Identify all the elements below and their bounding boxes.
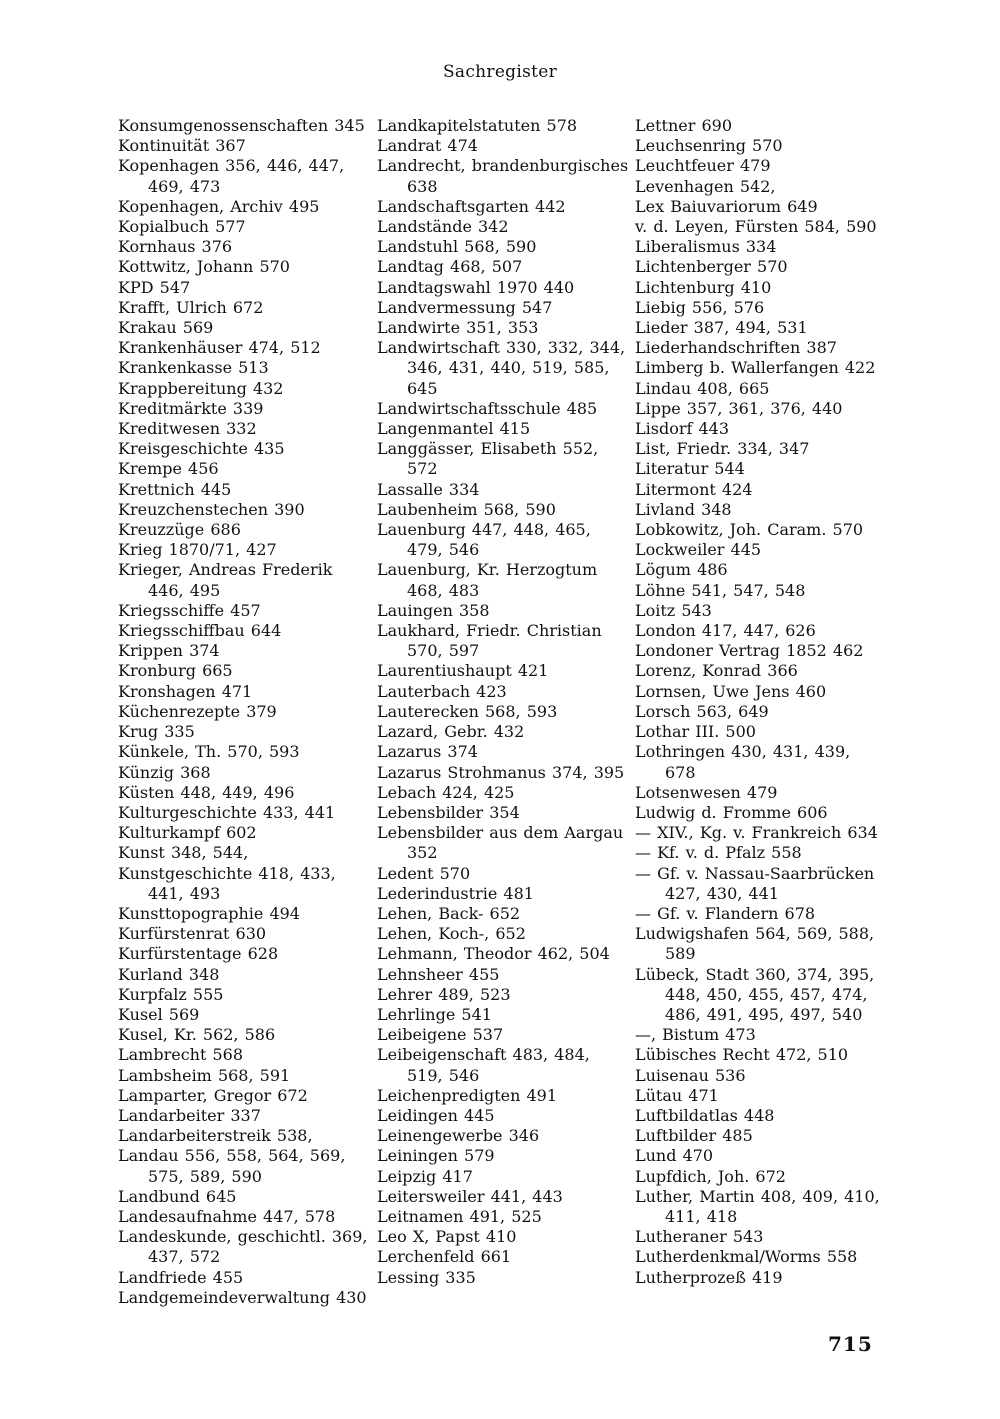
index-entry: Kusel 569: [118, 1004, 200, 1024]
index-entry: Londoner Vertrag 1852 462: [635, 641, 864, 661]
index-entry: Krakau 569: [118, 318, 214, 338]
index-entry: Lazarus 374: [377, 742, 478, 762]
index-entry: Ludwigshafen 564, 569, 588, 589: [635, 924, 875, 964]
index-entry: Landesaufnahme 447, 578: [118, 1206, 336, 1226]
index-entry: Löhne 541, 547, 548: [635, 580, 806, 600]
index-entry: Landarbeiterstreik 538,: [118, 1126, 313, 1146]
index-entry: Lütau 471: [635, 1085, 719, 1105]
index-entry: Krug 335: [118, 722, 195, 742]
index-entry: Landschaftsgarten 442: [377, 196, 566, 216]
index-entry: Kriegsschiffbau 644: [118, 621, 282, 641]
index-entry: Lichtenberger 570: [635, 257, 788, 277]
index-entry: Lögum 486: [635, 560, 728, 580]
index-entry: Leo X, Papst 410: [377, 1227, 517, 1247]
index-entry: Leitnamen 491, 525: [377, 1206, 542, 1226]
index-entry: Kreuzzüge 686: [118, 520, 241, 540]
index-entry: Lessing 335: [377, 1267, 476, 1287]
index-entry: Landfriede 455: [118, 1267, 244, 1287]
index-entry: Livland 348: [635, 499, 732, 519]
index-entry: — Gf. v. Nassau-Saarbrücken 427, 430, 441: [635, 863, 875, 903]
index-entry: Kulturkampf 602: [118, 823, 257, 843]
index-entry: Luftbilder 485: [635, 1126, 753, 1146]
index-entry: Lauterecken 568, 593: [377, 701, 558, 721]
index-entry: Landtag 468, 507: [377, 257, 523, 277]
index-entry: Lerchenfeld 661: [377, 1247, 512, 1267]
index-entry: Krankenkasse 513: [118, 358, 269, 378]
index-entry: Lippe 357, 361, 376, 440: [635, 398, 843, 418]
index-entry: Kunst 348, 544,: [118, 843, 249, 863]
index-entry: Loitz 543: [635, 600, 712, 620]
index-entry: Ledent 570: [377, 863, 471, 883]
index-entry: Kontinuität 367: [118, 136, 246, 156]
index-entry: Konsumgenossenschaften 345: [118, 116, 365, 135]
index-entry: Laukhard, Friedr. Christian 570, 597: [377, 621, 602, 661]
index-entry: Lothringen 430, 431, 439, 678: [635, 742, 851, 782]
index-entry: Liebig 556, 576: [635, 297, 765, 317]
index-entry: KPD 547: [118, 277, 191, 297]
index-entry: Lübeck, Stadt 360, 374, 395, 448, 450, 455, 457, 474, 486, 491, 495, 497, 540: [635, 964, 875, 1024]
index-entry: Landstände 342: [377, 217, 509, 237]
index-entry: Kusel, Kr. 562, 586: [118, 1025, 276, 1045]
index-entry: Lorenz, Konrad 366: [635, 661, 798, 681]
index-entry: Leichenpredigten 491: [377, 1085, 558, 1105]
index-entry: Landwirte 351, 353: [377, 318, 539, 338]
index-entry: Krafft, Ulrich 672: [118, 297, 264, 317]
index-entry: Litermont 424: [635, 479, 753, 499]
index-entry: Literatur 544: [635, 459, 745, 479]
index-entry: Krieg 1870/71, 427: [118, 540, 277, 560]
index-entry: Limberg b. Wallerfangen 422: [635, 358, 876, 378]
index-entry: Landkapitelstatuten 578: [377, 116, 578, 135]
index-entry: Kriegsschiffe 457: [118, 600, 261, 620]
index-entry: Lobkowitz, Joh. Caram. 570: [635, 520, 864, 540]
index-entry: Künkele, Th. 570, 593: [118, 742, 300, 762]
index-entry: Kopenhagen, Archiv 495: [118, 196, 320, 216]
index-entry: Krempe 456: [118, 459, 219, 479]
index-entry: Lehnsheer 455: [377, 964, 500, 984]
index-entry: Leuchsenring 570: [635, 136, 783, 156]
index-entry: Landeskunde, geschichtl. 369, 437, 572: [118, 1227, 368, 1267]
index-entry: Lazard, Gebr. 432: [377, 722, 525, 742]
index-entry: Kurland 348: [118, 964, 220, 984]
index-column-1: [118, 116, 370, 1308]
index-entry: Lehen, Koch-, 652: [377, 924, 526, 944]
index-entry: Lübisches Recht 472, 510: [635, 1045, 849, 1065]
index-entry: Liederhandschriften 387: [635, 338, 837, 358]
index-entry: Lazarus Strohmanus 374, 395: [377, 762, 625, 782]
index-entry: Lebensbilder aus dem Aargau 352: [377, 823, 624, 863]
index-entry: Lorsch 563, 649: [635, 701, 769, 721]
index-entry: Lisdorf 443: [635, 419, 730, 439]
index-entry: Landbund 645: [118, 1186, 237, 1206]
index-entry: Krankenhäuser 474, 512: [118, 338, 321, 358]
index-entry: London 417, 447, 626: [635, 621, 816, 641]
index-entry: Lauterbach 423: [377, 681, 507, 701]
index-entry: Lassalle 334: [377, 479, 480, 499]
index-entry: Leipzig 417: [377, 1166, 473, 1186]
index-entry: Leiningen 579: [377, 1146, 495, 1166]
index-entry: Lambsheim 568, 591: [118, 1065, 291, 1085]
index-entry: Krieger, Andreas Frederik 446, 495: [118, 560, 333, 600]
index-entry: Luther, Martin 408, 409, 410, 411, 418: [635, 1186, 880, 1226]
index-entry: Landrecht, brandenburgisches 638: [377, 156, 629, 196]
index-entry: Langgässer, Elisabeth 552, 572: [377, 439, 599, 479]
index-entry: Luftbildatlas 448: [635, 1105, 775, 1125]
index-entry: Lettner 690: [635, 116, 732, 135]
index-entry: — Gf. v. Flandern 678: [635, 903, 816, 923]
index-entry: Landrat 474: [377, 136, 478, 156]
index-entry: Krappbereitung 432: [118, 378, 284, 398]
index-entry: Lindau 408, 665: [635, 378, 770, 398]
index-entry: Lotsenwesen 479: [635, 782, 778, 802]
index-entry: Lehrlinge 541: [377, 1004, 492, 1024]
index-entry: Liberalismus 334: [635, 237, 777, 257]
index-entry: Küsten 448, 449, 496: [118, 782, 295, 802]
index-entry: Laurentiushaupt 421: [377, 661, 549, 681]
index-entry: Leidingen 445: [377, 1105, 495, 1125]
index-entry: Landarbeiter 337: [118, 1105, 261, 1125]
index-entry: Landvermessung 547: [377, 297, 553, 317]
index-entry: v. d. Leyen, Fürsten 584, 590: [635, 217, 877, 237]
index-entry: Landwirtschaft 330, 332, 344, 346, 431, 440, 519, 585, 645: [377, 338, 626, 398]
index-entry: — XIV., Kg. v. Frankreich 634: [635, 823, 878, 843]
index-entry: Leuchtfeuer 479: [635, 156, 771, 176]
index-entry: Kulturgeschichte 433, 441: [118, 802, 336, 822]
index-entry: Levenhagen 542,: [635, 176, 776, 196]
index-entry: Lieder 387, 494, 531: [635, 318, 808, 338]
index-entry: Kreditmärkte 339: [118, 398, 264, 418]
index-entry: Lamparter, Gregor 672: [118, 1085, 308, 1105]
index-entry: Leibeigenschaft 483, 484, 519, 546: [377, 1045, 590, 1085]
index-entry: Lornsen, Uwe Jens 460: [635, 681, 827, 701]
index-entry: Landstuhl 568, 590: [377, 237, 537, 257]
index-entry: Kronburg 665: [118, 661, 233, 681]
index-entry: Lund 470: [635, 1146, 714, 1166]
index-entry: Lederindustrie 481: [377, 883, 534, 903]
index-entry: Langenmantel 415: [377, 419, 531, 439]
index-entry: Lothar III. 500: [635, 722, 756, 742]
index-entry: Kunstgeschichte 418, 433, 441, 493: [118, 863, 336, 903]
index-entry: Lauingen 358: [377, 600, 490, 620]
index-entry: Lauenburg, Kr. Herzogtum 468, 483: [377, 560, 598, 600]
index-entry: Landwirtschaftsschule 485: [377, 398, 598, 418]
index-entry: Landgemeindeverwaltung 430: [118, 1287, 367, 1307]
index-entry: Krippen 374: [118, 641, 220, 661]
index-entry: Küchenrezepte 379: [118, 701, 277, 721]
page-number: 715: [828, 1332, 873, 1356]
index-column-2: [377, 116, 629, 1288]
index-entry: Lockweiler 445: [635, 540, 762, 560]
index-entry: Leitersweiler 441, 443: [377, 1186, 563, 1206]
index-entry: Krettnich 445: [118, 479, 232, 499]
index-entry: Lichtenburg 410: [635, 277, 772, 297]
index-entry: Lebach 424, 425: [377, 782, 515, 802]
index-entry: List, Friedr. 334, 347: [635, 439, 810, 459]
index-entry: Lupfdich, Joh. 672: [635, 1166, 786, 1186]
index-entry: Lutherprozeß 419: [635, 1267, 783, 1287]
index-entry: —, Bistum 473: [635, 1025, 756, 1045]
page-header: Sachregister: [442, 62, 558, 82]
index-entry: Kurpfalz 555: [118, 984, 224, 1004]
index-entry: Kornhaus 376: [118, 237, 233, 257]
index-entry: Luisenau 536: [635, 1065, 746, 1085]
index-entry: — Kf. v. d. Pfalz 558: [635, 843, 802, 863]
index-entry: Lex Baiuvariorum 649: [635, 196, 818, 216]
index-entry: Kronshagen 471: [118, 681, 253, 701]
index-entry: Leibeigene 537: [377, 1025, 504, 1045]
index-entry: Kreditwesen 332: [118, 419, 257, 439]
index-entry: Lehen, Back- 652: [377, 903, 521, 923]
index-entry: Kunsttopographie 494: [118, 903, 300, 923]
index-entry: Leinengewerbe 346: [377, 1126, 540, 1146]
index-entry: Landau 556, 558, 564, 569, 575, 589, 590: [118, 1146, 346, 1186]
index-entry: Lutherdenkmal/Worms 558: [635, 1247, 858, 1267]
index-entry: Kurfürstenrat 630: [118, 924, 267, 944]
index-entry: Lambrecht 568: [118, 1045, 244, 1065]
index-entry: Lutheraner 543: [635, 1227, 764, 1247]
index-entry: Ludwig d. Fromme 606: [635, 802, 828, 822]
index-entry: Lauenburg 447, 448, 465, 479, 546: [377, 520, 591, 560]
index-entry: Kreuzchenstechen 390: [118, 499, 305, 519]
index-entry: Kottwitz, Johann 570: [118, 257, 290, 277]
index-entry: Kreisgeschichte 435: [118, 439, 285, 459]
index-entry: Laubenheim 568, 590: [377, 499, 556, 519]
index-entry: Lehrer 489, 523: [377, 984, 511, 1004]
index-entry: Lebensbilder 354: [377, 802, 520, 822]
index-entry: Kopialbuch 577: [118, 217, 246, 237]
index-column-3: [635, 116, 885, 1288]
index-entry: Künzig 368: [118, 762, 211, 782]
index-entry: Landtagswahl 1970 440: [377, 277, 575, 297]
index-entry: Kurfürstentage 628: [118, 944, 279, 964]
index-entry: Kopenhagen 356, 446, 447, 469, 473: [118, 156, 345, 196]
index-entry: Lehmann, Theodor 462, 504: [377, 944, 610, 964]
